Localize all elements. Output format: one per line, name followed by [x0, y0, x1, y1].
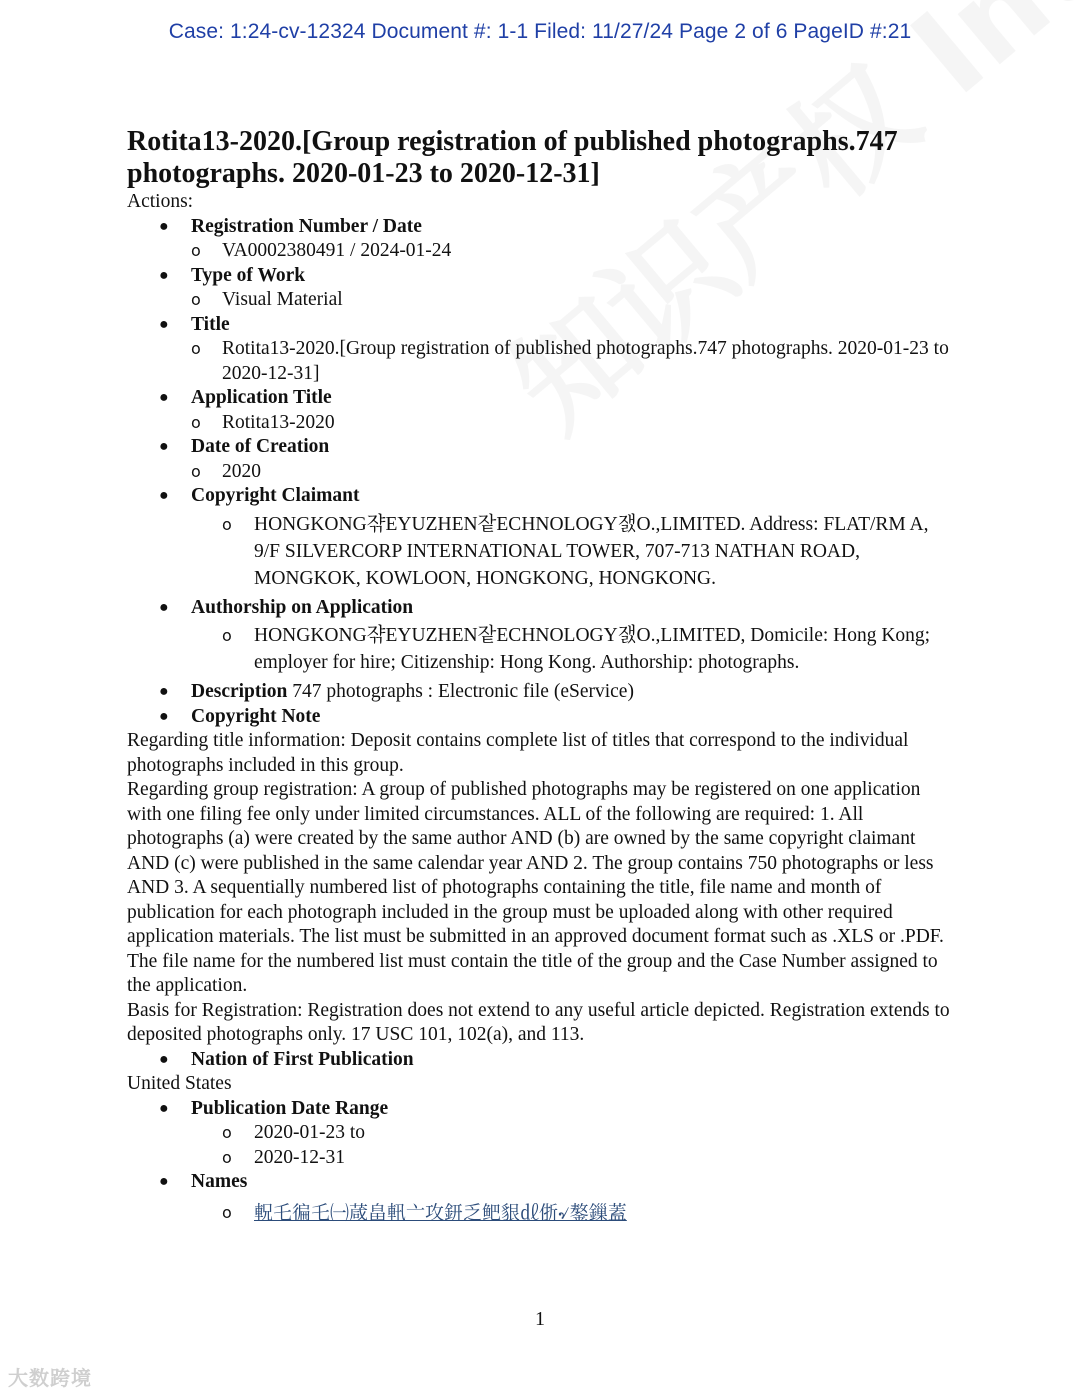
field-label: Names [191, 1171, 248, 1192]
field-value: VA0002380491 / 2024-01-24 [222, 240, 452, 261]
bullet-icon: ● [159, 389, 169, 406]
field-label: Copyright Note [191, 705, 321, 727]
field-nation [127, 1048, 957, 1073]
field-type-of-work [127, 264, 957, 313]
ring-bullet-icon: o [222, 626, 232, 645]
field-registration [127, 215, 957, 264]
field-label: Type of Work [191, 264, 306, 286]
ring-bullet-icon: o [191, 290, 201, 309]
field-label: Description [191, 681, 288, 702]
bullet-icon: ● [159, 315, 169, 333]
bullet-icon: ● [159, 1099, 169, 1117]
field-names [127, 1170, 957, 1226]
field-label: Title [191, 313, 230, 335]
document-body [127, 126, 957, 1226]
field-description [127, 680, 957, 705]
field-label: Application Title [191, 387, 332, 408]
field-value: 2020-01-23 to [254, 1122, 366, 1143]
field-value: United States [127, 1073, 232, 1094]
ring-bullet-icon: o [222, 1202, 232, 1222]
bullet-icon: ● [159, 1173, 169, 1190]
bullet-icon: ● [159, 487, 169, 504]
bullet-icon: ● [159, 438, 169, 455]
bullet-icon: ● [159, 598, 169, 616]
bullet-icon: ● [159, 266, 169, 284]
field-value: Visual Material [222, 289, 343, 310]
field-value: Rotita13-2020.[Group registration of published photographs.747 photographs. 2020-01-23 to 2020-12-31] [222, 338, 949, 384]
case-header: Case: 1:24-cv-12324 Document #: 1-1 Filed: 11/27/24 Page 2 of 6 PageID #:21 [168, 20, 912, 43]
field-value: 747 photographs : Electronic file (eService) [292, 681, 634, 702]
field-publication-range [127, 1097, 957, 1171]
field-copyright-note [127, 705, 957, 730]
field-value: 2020 [222, 460, 261, 482]
ring-bullet-icon: o [222, 514, 232, 534]
actions-label: Actions: [127, 191, 194, 212]
field-value: Rotita13-2020 [222, 411, 335, 433]
ring-bullet-icon: o [191, 461, 201, 481]
field-list [127, 1048, 957, 1073]
brand-watermark: 大数跨境 [8, 1366, 92, 1390]
field-date-of-creation [127, 435, 957, 484]
bullet-icon: ● [159, 707, 169, 725]
field-value: 2020-12-31 [254, 1146, 345, 1168]
field-label: Publication Date Range [191, 1097, 389, 1119]
field-copyright-claimant [127, 484, 957, 592]
field-value: HONGKONG쟊EYUZHEN잩ECHNOLOGY잸O.,LIMITED, Domicile: Hong Kong; employer for hire; Citizenship: Hong Kong. Authorship: photographs. [254, 625, 931, 673]
field-label: Registration Number / Date [191, 215, 422, 237]
ring-bullet-icon: o [222, 1123, 232, 1142]
field-list [127, 1097, 957, 1227]
bullet-icon: ● [159, 217, 169, 235]
note-paragraph: Regarding title information: Deposit contains complete list of titles that correspond to the individual photographs included in this group. [127, 730, 909, 776]
note-paragraph: Basis for Registration: Registration does not extend to any useful article depicted. Registration extends to deposited photographs only. 17 USC 101, 102(a), and 113. [127, 999, 950, 1045]
ring-bullet-icon: o [191, 412, 201, 432]
page-number: 1 [535, 1308, 545, 1330]
field-title [127, 313, 957, 387]
document-title: Rotita13-2020.[Group registration of published photographs.747 photographs. 2020-01-23 to 2020-12-31] [127, 126, 898, 189]
field-authorship [127, 596, 957, 677]
field-value: HONGKONG쟊EYUZHEN잩ECHNOLOGY잸O.,LIMITED. Address: FLAT/RM A, 9/F SILVERCORP INTERNATIONAL TOWER, 707-713 NATHAN ROAD, MONGKOK, KOWLOON, HONGKONG, HONGKONG. [254, 513, 929, 589]
ring-bullet-icon: o [191, 241, 201, 260]
field-label: Nation of First Publication [191, 1048, 414, 1070]
names-link[interactable]: 軦乇徧乇㈠葴畠軐亠攻鈃乏鲃貇㎗㑜৵鏊鏁蓋 [254, 1201, 627, 1224]
bullet-icon: ● [159, 683, 169, 700]
field-application-title [127, 386, 957, 435]
ring-bullet-icon: o [222, 1147, 232, 1167]
field-label: Date of Creation [191, 436, 330, 457]
note-paragraph: Regarding group registration: A group of published photographs may be registered on one application with one filing fee only under limited circumstances. ALL of the following are required: 1. All photographs (a) were created by the same author AND (b) are owned by the same copyright claimant AND (c) were published in the same calendar year AND 2. The group contains 750 photographs or less AND 3. A sequentially numbered list of photographs containing the title, file name and month of publication for each photograph included in the group must be uploaded along with other required application materials. The list must be submitted in an approved document format such as .XLS or .PDF. The file name for the numbered list must contain the title of the group and the Case Number assigned to the application. [127, 779, 944, 996]
field-label: Copyright Claimant [191, 485, 360, 506]
field-label: Authorship on Application [191, 596, 414, 618]
field-list [127, 215, 957, 730]
bullet-icon: ● [159, 1050, 169, 1068]
ring-bullet-icon: o [191, 339, 201, 358]
